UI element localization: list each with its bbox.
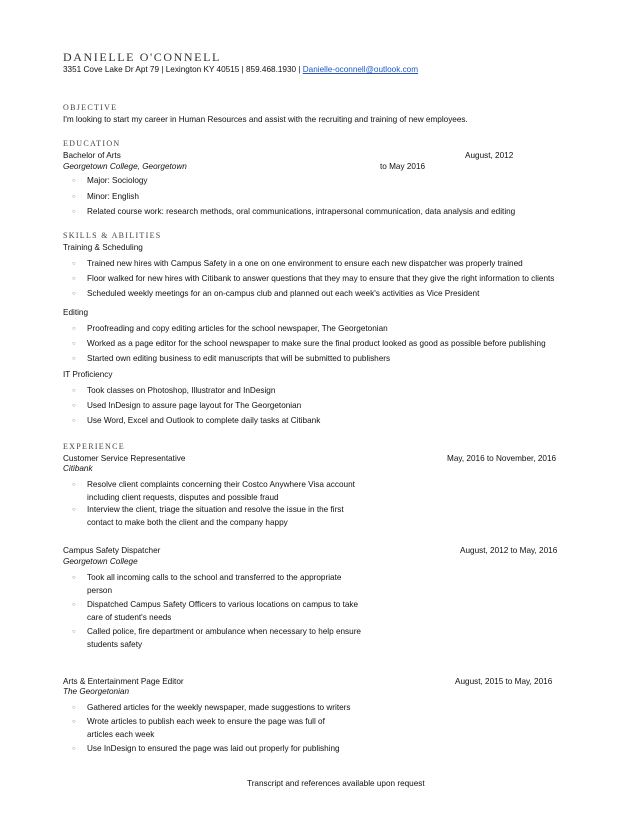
bullet-marker: ○ (72, 575, 76, 581)
list-item: Dispatched Campus Safety Officers to various locations on campus to take care of student's needs (87, 600, 359, 622)
list-item: Called police, fire department or ambulance when necessary to help ensure students safety (87, 627, 361, 649)
list-item: Took all incoming calls to the school and transferred to the appropriate person (87, 573, 342, 595)
bullet-marker: ○ (72, 719, 76, 725)
footer-note: Transcript and references available upon request (247, 779, 425, 788)
bullet-marker: ○ (72, 276, 76, 282)
objective-heading: OBJECTIVE (63, 103, 118, 112)
list-item: Wrote articles to publish each week to ensure the page was full of articles each week (87, 717, 325, 739)
list-item: Interview the client, triage the situation and resolve the issue in the first contact to make both the client and the company happy (87, 505, 344, 527)
bullet-marker: ○ (72, 388, 76, 394)
experience-heading: EXPERIENCE (63, 442, 125, 451)
email-link[interactable]: Danielle-oconnell@outlook.com (302, 65, 419, 74)
education-school: Georgetown College, Georgetown (63, 162, 187, 171)
list-item: Took classes on Photoshop, Illustrator and InDesign (87, 386, 276, 395)
skills-group-title: Training & Scheduling (63, 243, 143, 252)
skills-heading: SKILLS & ABILITIES (63, 231, 162, 240)
bullet-marker: ○ (72, 602, 76, 608)
skills-group-title: IT Proficiency (63, 370, 113, 379)
bullet-marker: ○ (72, 326, 76, 332)
list-item: Trained new hires with Campus Safety in a one on one environment to ensure each new dispatcher was properly trained (87, 259, 523, 268)
list-item: Use Word, Excel and Outlook to complete daily tasks at Citibank (87, 416, 321, 425)
job-title: Arts & Entertainment Page Editor (63, 677, 184, 686)
job-dates: August, 2012 to May, 2016 (460, 546, 558, 555)
education-degree: Bachelor of Arts (63, 151, 121, 160)
list-item: Resolve client complaints concerning their Costco Anywhere Visa account including client requests, disputes and possible fraud (87, 480, 355, 502)
skills-group-title: Editing (63, 308, 89, 317)
bullet-marker: ○ (72, 178, 76, 184)
bullet-marker: ○ (72, 291, 76, 297)
bullet-marker: ○ (72, 403, 76, 409)
list-item: Proofreading and copy editing articles for the school newspaper, The Georgetonian (87, 324, 388, 333)
list-item: Used InDesign to assure page layout for The Georgetonian (87, 401, 302, 410)
job-dates: May, 2016 to November, 2016 (447, 454, 557, 463)
bullet-marker: ○ (72, 209, 76, 215)
list-item: Worked as a page editor for the school newspaper to make sure the final product looked as good as possible before publishing (87, 339, 546, 348)
job-dates: August, 2015 to May, 2016 (455, 677, 553, 686)
list-item: Use InDesign to ensured the page was laid out properly for publishing (87, 744, 340, 753)
list-item: Scheduled weekly meetings for an on-campus club and planned out each week's activities as Vice President (87, 289, 480, 298)
list-item: Minor: English (87, 192, 139, 201)
list-item: Gathered articles for the weekly newspaper, made suggestions to writers (87, 703, 351, 712)
list-item: Related course work: research methods, oral communications, intrapersonal communication, data analysis and editing (87, 207, 516, 216)
bullet-marker: ○ (72, 746, 76, 752)
bullet-marker: ○ (72, 341, 76, 347)
candidate-name: DANIELLE O'CONNELL (63, 50, 221, 64)
job-company: Citibank (63, 464, 93, 473)
bullet-marker: ○ (72, 705, 76, 711)
contact-line (63, 65, 418, 74)
list-item: Floor walked for new hires with Citibank to answer questions that they may to ensure that they give the right information to clients (87, 274, 555, 283)
bullet-marker: ○ (72, 356, 76, 362)
education-start-date: August, 2012 (465, 151, 514, 160)
job-title: Campus Safety Dispatcher (63, 546, 161, 555)
bullet-marker: ○ (72, 261, 76, 267)
list-item: Started own editing business to edit manuscripts that will be submitted to publishers (87, 354, 391, 363)
education-end-date: to May 2016 (380, 162, 426, 171)
bullet-marker: ○ (72, 418, 76, 424)
bullet-marker: ○ (72, 507, 76, 513)
bullet-marker: ○ (72, 482, 76, 488)
job-company: The Georgetonian (63, 687, 129, 696)
job-title: Customer Service Representative (63, 454, 186, 463)
bullet-marker: ○ (72, 629, 76, 635)
list-item: Major: Sociology (87, 176, 148, 185)
education-heading: EDUCATION (63, 139, 121, 148)
bullet-marker: ○ (72, 194, 76, 200)
contact-details: 3351 Cove Lake Dr Apt 79 | Lexington KY 40515 | 859.468.1930 | (63, 65, 303, 74)
objective-text: I'm looking to start my career in Human Resources and assist with the recruiting and training of new employees. (63, 115, 468, 124)
job-company: Georgetown College (63, 557, 138, 566)
